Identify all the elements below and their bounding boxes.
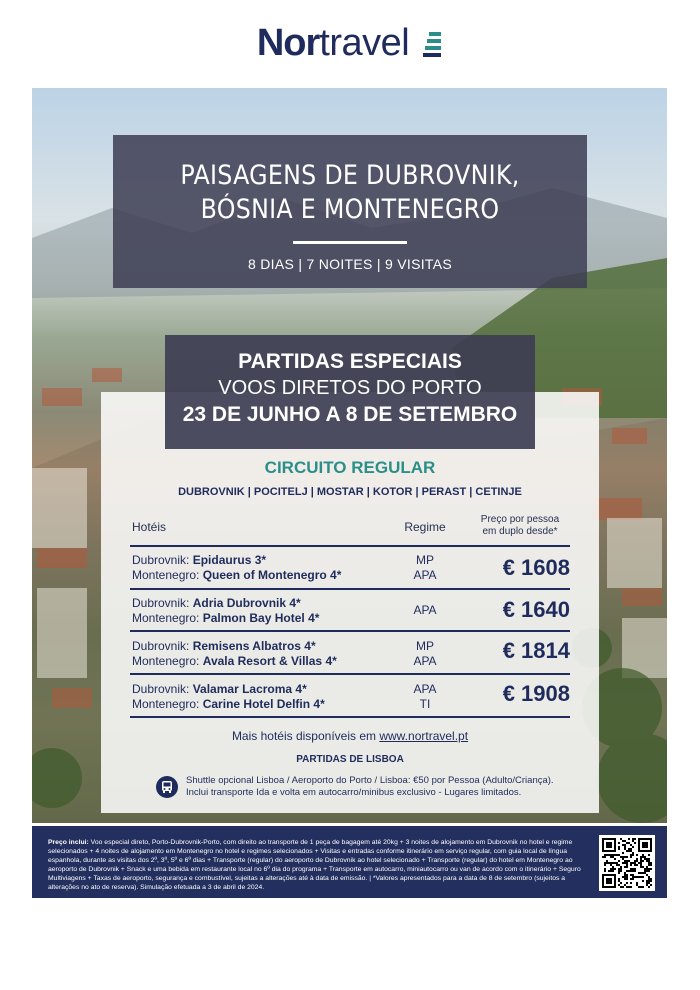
table-divider: [130, 545, 570, 547]
row-city: Montenegro:: [132, 697, 203, 711]
table-row: [132, 639, 337, 669]
row-price: € 1814: [502, 638, 570, 663]
row-city: Dubrovnik:: [132, 639, 193, 653]
hero-title: [141, 159, 558, 227]
row-hotel: Adria Dubrovnik 4*: [192, 596, 301, 610]
departures-line1: PARTIDAS ESPECIAIS: [238, 350, 462, 373]
departures-dates: 23 DE JUNHO A 8 DE SETEMBRO: [182, 403, 518, 426]
header-price-line2: em duplo desde*: [482, 526, 558, 537]
footer-body: Voo especial direto, Porto-Dubrovnik-Porto, com direito ao transporte de 1 peça de bagagem até 20kg + 3 noites de alojamento em Dubrovnik no hotel e regime selecionados + 4 noites de alojamento em Montenegro no hotel e regimes selecionados + Visitas e entradas conforme itinerário em serviço regular, com guia local de língua espanhola, durante as visitas dos 2º, 3º, 5º e 6º dias + Transporte (regular) do aeroporto de Dubrovnik ao hotel selecionado + Transporte (regular) do hotel em Montenegro ao aeroporto de Dubrovnik + Snack e uma bebida em restaurante local no 6º dia do programa + Transporte em autocarro, miniautocarro ou van de acordo com o itinerário + Seguro Multiviagens + Taxas de aeroporto, segurança e combustível, sujeitas a alterações até à data de emissão. | *Valores apresentados para a data de 8 de setembro (sujeitos a alterações no ato de reserva). Simulação efetuada a 3 de abril de 2024.: [48, 839, 581, 891]
row-city: Montenegro:: [132, 611, 203, 625]
qr-code[interactable]: [599, 835, 655, 891]
regime-value: APA: [413, 603, 437, 617]
row-regime: [392, 603, 458, 618]
row-regime: [392, 553, 458, 583]
hero-title-line2: BÓSNIA E MONTENEGRO: [200, 194, 500, 225]
table-divider: [130, 630, 570, 632]
header-price: [470, 514, 570, 538]
departures-line2: VOOS DIRETOS DO PORTO: [218, 377, 482, 399]
table-row: [132, 553, 341, 583]
row-city: Dubrovnik:: [132, 553, 193, 567]
qr-code-image: [599, 835, 655, 891]
table-divider: [130, 588, 570, 590]
bus-icon: [156, 776, 178, 798]
row-city: Dubrovnik:: [132, 682, 193, 696]
logo-sail-icon: [421, 29, 443, 59]
title-divider: [293, 241, 407, 244]
header-regime: Regime: [404, 520, 446, 534]
regime-value: APA: [413, 568, 437, 582]
brand-logo[interactable]: [0, 22, 700, 65]
shuttle-line1: Shuttle opcional Lisboa / Aeroporto do Porto / Lisboa: €50 por Pessoa (Adulto/Criança).: [186, 775, 554, 786]
table-row: [132, 682, 325, 712]
more-hotels-note: [101, 729, 599, 743]
shuttle-line2: Inclui transporte Ida e volta em autocarro/minibus exclusivo - Lugares limitados.: [186, 787, 522, 798]
regime-value: MP: [416, 553, 434, 567]
row-city: Dubrovnik:: [132, 596, 193, 610]
row-price: € 1908: [502, 681, 570, 706]
row-hotel: Palmon Bay Hotel 4*: [202, 611, 320, 625]
row-price: € 1608: [502, 555, 570, 580]
header-price-line1: Preço por pessoa: [480, 514, 560, 525]
row-regime: [392, 682, 458, 712]
website-link[interactable]: www.nortravel.pt: [379, 729, 469, 743]
row-hotel: Queen of Montenegro 4*: [202, 568, 342, 582]
row-hotel: Remisens Albatros 4*: [192, 639, 316, 653]
circuit-title: CIRCUITO REGULAR: [264, 458, 436, 477]
table-divider: [130, 716, 570, 718]
footer-terms: [32, 826, 667, 898]
table-divider: [130, 673, 570, 675]
table-row: [132, 596, 319, 626]
row-price: € 1640: [502, 597, 570, 622]
row-hotel: Avala Resort & Villas 4*: [202, 654, 337, 668]
circuit-cities: DUBROVNIK | POCITELJ | MOSTAR | KOTOR | PERAST | CETINJE: [178, 486, 522, 498]
regime-value: TI: [419, 697, 431, 711]
more-hotels-text: Mais hotéis disponíveis em: [231, 729, 380, 743]
row-hotel: Valamar Lacroma 4*: [192, 682, 307, 696]
row-hotel: Carine Hotel Delfin 4*: [202, 697, 325, 711]
hero-subtitle: 8 DIAS | 7 NOITES | 9 VISITAS: [248, 256, 452, 272]
regime-value: APA: [413, 654, 437, 668]
footer-label: Preço inclui:: [48, 839, 89, 846]
regime-value: APA: [413, 682, 437, 696]
row-regime: [392, 639, 458, 669]
row-city: Montenegro:: [132, 654, 203, 668]
header-hotels: Hotéis: [132, 520, 167, 534]
lisbon-departures-title: PARTIDAS DE LISBOA: [296, 754, 404, 765]
row-hotel: Epidaurus 3*: [192, 553, 267, 567]
hero-title-box: [113, 135, 587, 288]
footer-text: [48, 838, 596, 892]
departures-box: [165, 335, 535, 449]
brand-name-regular: travel: [319, 22, 410, 64]
regime-value: MP: [416, 639, 434, 653]
hero-title-line1: PAISAGENS DE DUBROVNIK,: [180, 160, 520, 191]
brand-name-bold: Nor: [256, 22, 320, 64]
shuttle-info: [186, 775, 554, 799]
row-city: Montenegro:: [132, 568, 203, 582]
